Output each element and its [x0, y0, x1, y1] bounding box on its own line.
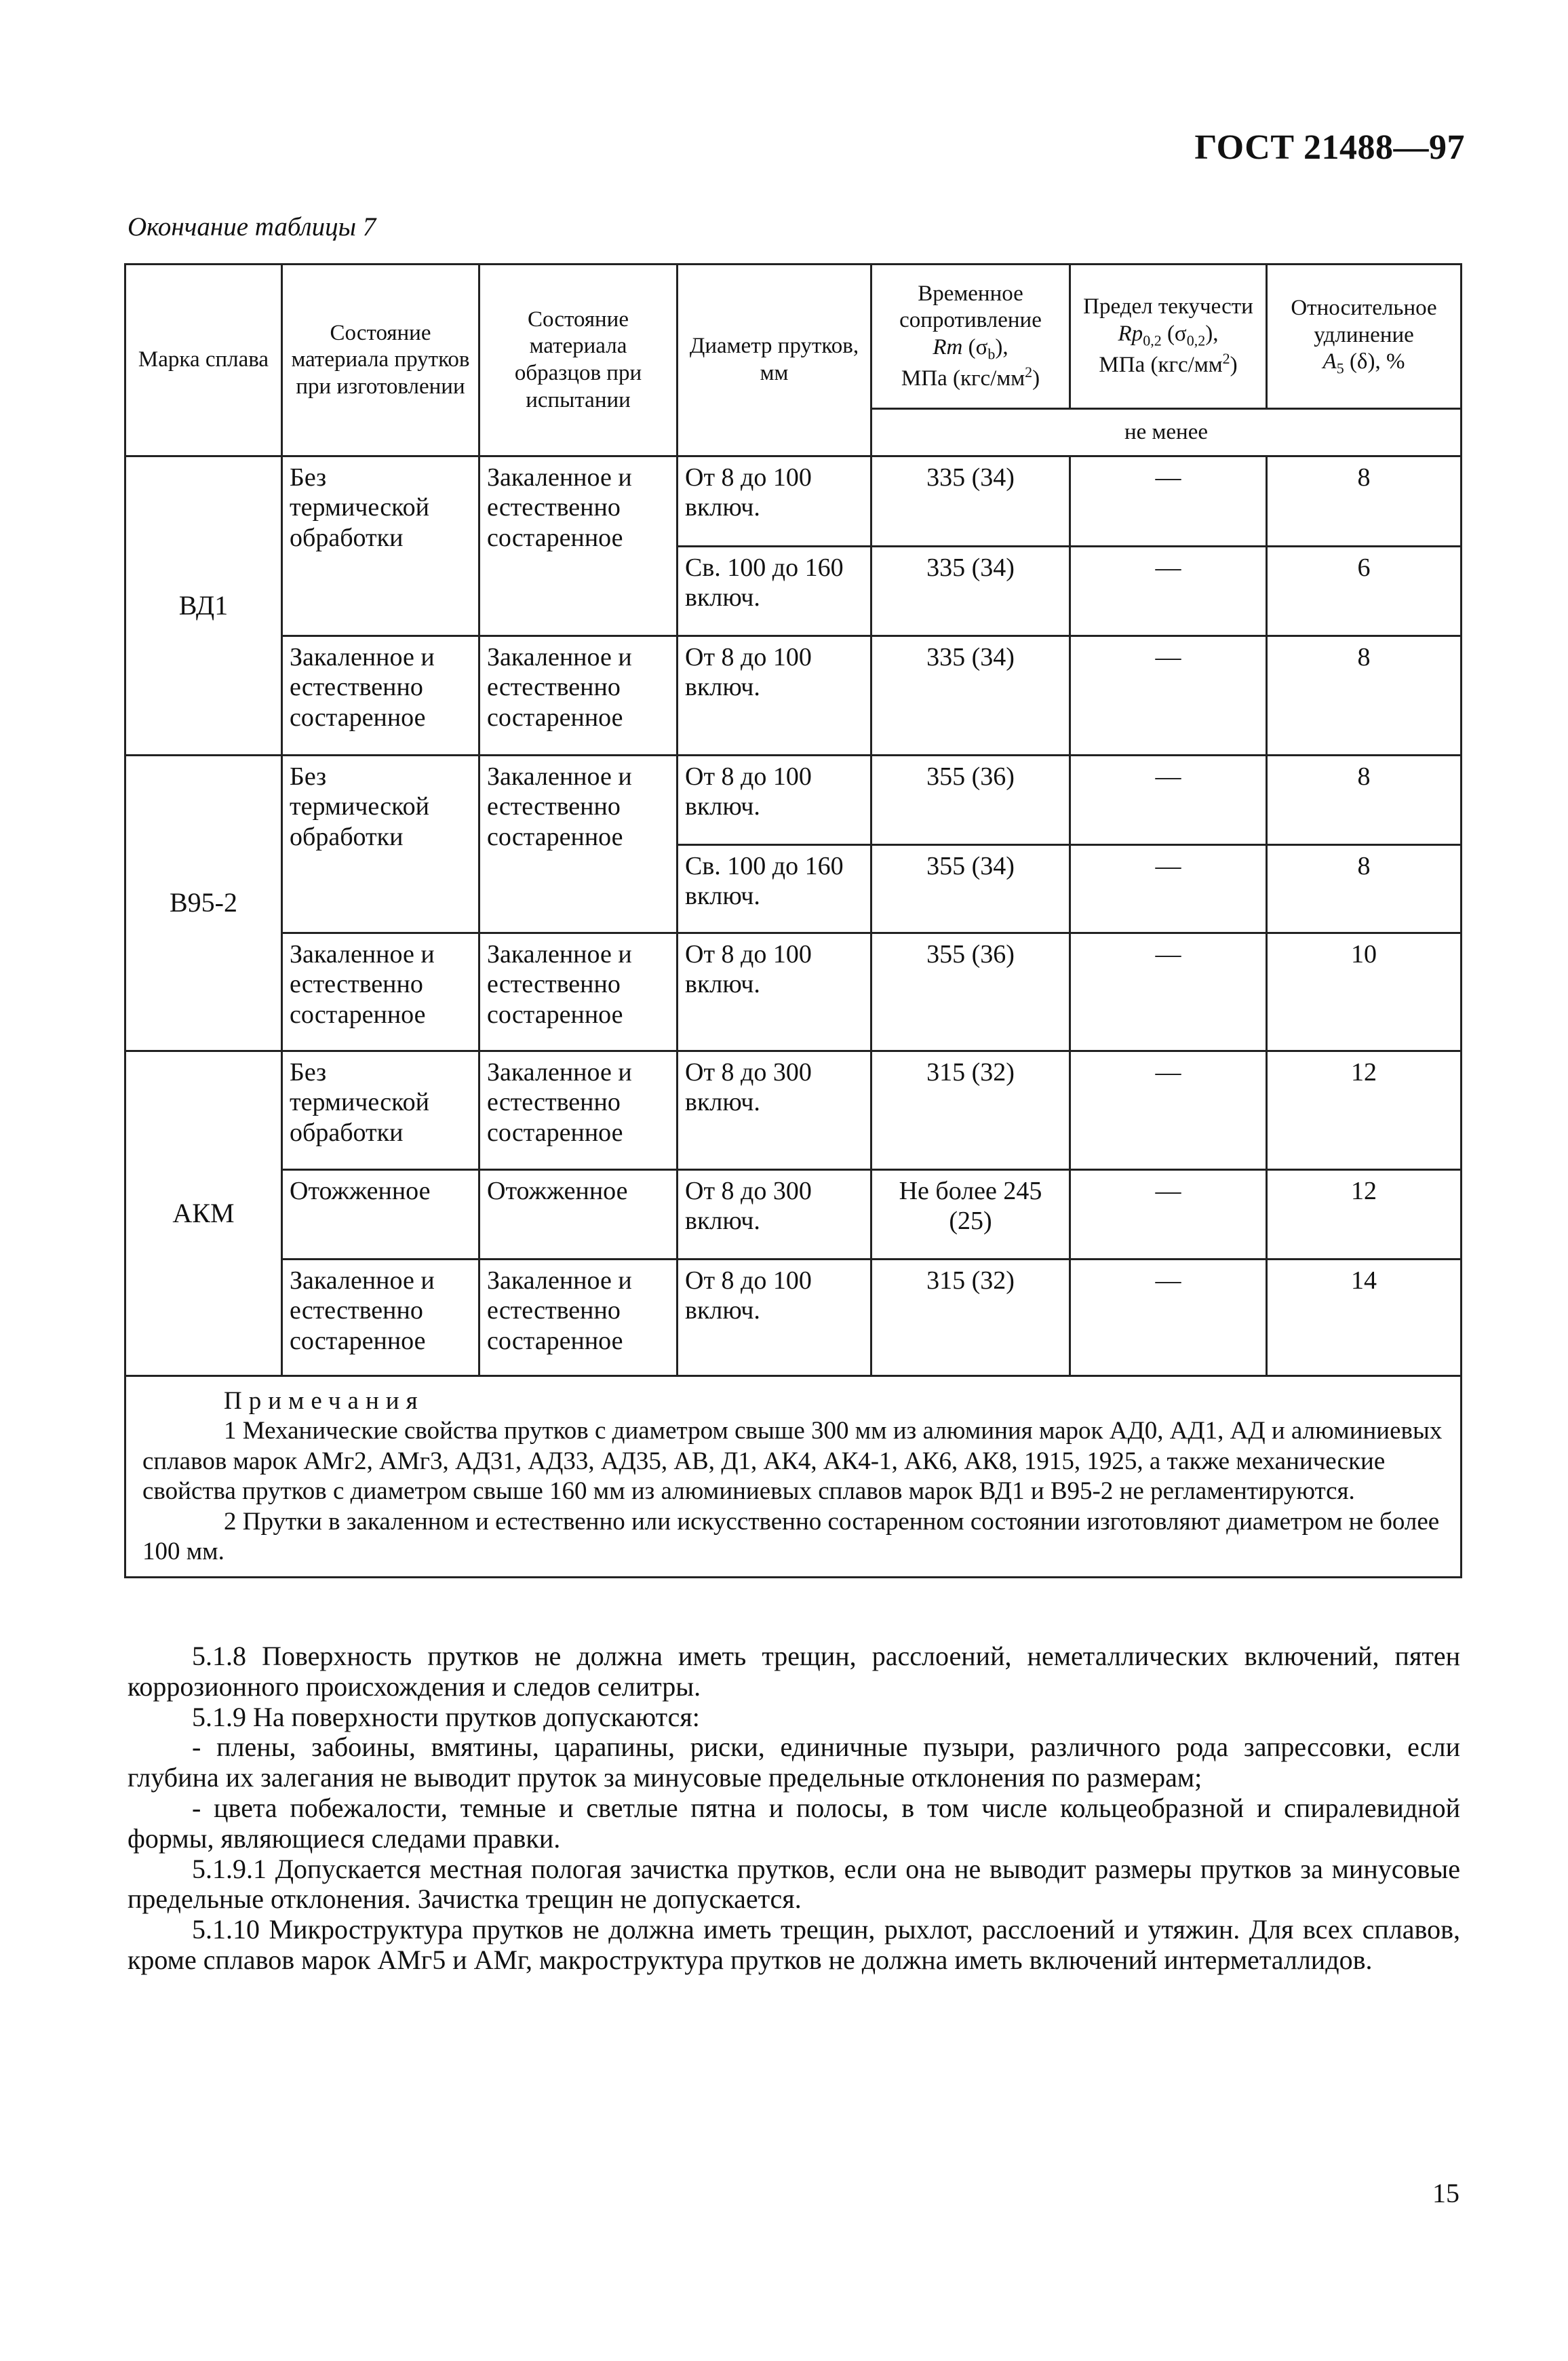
yield-strength-cell: —: [1070, 456, 1267, 547]
elongation-cell: 6: [1267, 547, 1462, 636]
table-row: [125, 1260, 1462, 1376]
table-row: [125, 1051, 1462, 1170]
grade-cell: В95-2: [125, 756, 282, 1051]
table-row: [125, 756, 1462, 845]
diameter-cell: От 8 до 100 включ.: [678, 933, 871, 1051]
yield-strength-cell: —: [1070, 756, 1267, 845]
header-diameter: Диаметр прутков, мм: [678, 265, 871, 456]
table-row: [125, 1170, 1462, 1260]
diameter-cell: От 8 до 300 включ.: [678, 1170, 871, 1260]
header-tensile-strength: Временное сопротивление Rm $(\sigma_b)$, МПа $(кгс/мм^2)$: [871, 265, 1070, 409]
yield-strength-cell: —: [1070, 1051, 1267, 1170]
state-manufacture-cell: Отожженное: [282, 1170, 479, 1260]
yield-strength-cell: —: [1070, 636, 1267, 756]
tensile-strength-cell: 315 (32): [871, 1051, 1070, 1170]
grade-cell: ВД1: [125, 456, 282, 756]
tensile-strength-cell: 355 (34): [871, 845, 1070, 933]
yield-strength-cell: —: [1070, 933, 1267, 1051]
state-manufacture-cell: Закаленное и естественно состаренное: [282, 933, 479, 1051]
header-elongation: Относительное удлинение $A_5$ (δ), %: [1267, 265, 1462, 409]
state-test-cell: Отожженное: [479, 1170, 678, 1260]
elongation-cell: 12: [1267, 1170, 1462, 1260]
tensile-strength-cell: 335 (34): [871, 636, 1070, 756]
state-manufacture-cell: Закаленное и естественно состаренное: [282, 1260, 479, 1376]
diameter-cell: Св. 100 до 160 включ.: [678, 547, 871, 636]
tensile-strength-cell: 355 (36): [871, 756, 1070, 845]
table-caption: Окончание таблицы 7: [128, 212, 376, 241]
elongation-cell: 8: [1267, 456, 1462, 547]
elongation-cell: 12: [1267, 1051, 1462, 1170]
diameter-cell: От 8 до 300 включ.: [678, 1051, 871, 1170]
state-test-cell: Закаленное и естественно состаренное: [479, 1260, 678, 1376]
elongation-cell: 8: [1267, 756, 1462, 845]
tensile-strength-cell: 335 (34): [871, 547, 1070, 636]
elongation-cell: 10: [1267, 933, 1462, 1051]
notes-row: [125, 1376, 1462, 1578]
yield-strength-cell: —: [1070, 1260, 1267, 1376]
state-test-cell: Закаленное и естественно состаренное: [479, 456, 678, 636]
document-code: ГОСТ 21488—97: [1194, 128, 1465, 167]
state-manufacture-cell: Без термической обработки: [282, 1051, 479, 1170]
paragraph-5-1-9: 5.1.9 На поверхности прутков допускаются:: [192, 1701, 700, 1732]
table-notes: [125, 1376, 1462, 1578]
state-test-cell: Закаленное и естественно состаренное: [479, 933, 678, 1051]
state-test-cell: Закаленное и естественно состаренное: [479, 636, 678, 756]
header-grade: Марка сплава: [125, 265, 282, 456]
diameter-cell: От 8 до 100 включ.: [678, 1260, 871, 1376]
diameter-cell: От 8 до 100 включ.: [678, 456, 871, 547]
table-row: [125, 636, 1462, 756]
header-state-manufacture: Состояние материала прутков при изготовлении: [282, 265, 479, 456]
note-2: 2 Прутки в закаленном и естественно или искусственно состаренном состоянии изготовляют диаметром не более 100 мм.: [142, 1507, 1440, 1565]
table-row: [125, 456, 1462, 547]
header-state-test: Состояние материала образцов при испытании: [479, 265, 678, 456]
properties-table: [124, 263, 1462, 1578]
state-test-cell: Закаленное и естественно состаренное: [479, 756, 678, 933]
page-number: 15: [1432, 2178, 1459, 2208]
state-test-cell: Закаленное и естественно состаренное: [479, 1051, 678, 1170]
notes-title: Примечания: [224, 1387, 425, 1415]
header-yield-strength: Предел текучести $Rp_{0,2}$ $(\sigma_{0,2})$, МПа $(кгс/мм^2)$: [1070, 265, 1267, 409]
paragraph-list-item-2: - цвета побежалости, темные и светлые пятна и полосы, в том числе кольцеобразной и спиралевидной формы, являющиеся следами правки.: [128, 1792, 1460, 1854]
diameter-cell: От 8 до 100 включ.: [678, 756, 871, 845]
state-manufacture-cell: Закаленное и естественно состаренное: [282, 636, 479, 756]
yield-strength-cell: —: [1070, 1170, 1267, 1260]
state-manufacture-cell: Без термической обработки: [282, 756, 479, 933]
elongation-cell: 14: [1267, 1260, 1462, 1376]
tensile-strength-cell: 355 (36): [871, 933, 1070, 1051]
body-text: [128, 1641, 1460, 1976]
tensile-strength-cell: 315 (32): [871, 1260, 1070, 1376]
note-1: 1 Механические свойства прутков с диаметром свыше 300 мм из алюминия марок АД0, АД1, АД и алюминиевых сплавов марок АМг2, АМг3, АД31, АД33, АД35, АВ, Д1, АК4, АК4-1, АК6, АК8, 1915, 1925, а также механические свойства прутков с диаметром свыше 160 мм из алюминиевых сплавов марок ВД1 и В95-2 не регламентируются.: [142, 1417, 1443, 1506]
paragraph-5-1-10: 5.1.10 Микроструктура прутков не должна иметь трещин, рыхлот, расслоений и утяжин. Для всех сплавов, кроме сплавов марок АМг5 и АМг, макроструктура прутков не должна иметь включений интерметаллидов.: [128, 1914, 1460, 1975]
tensile-strength-cell: Не более 245 (25): [871, 1170, 1070, 1260]
diameter-cell: Св. 100 до 160 включ.: [678, 845, 871, 933]
state-manufacture-cell: Без термической обработки: [282, 456, 479, 636]
paragraph-5-1-9-1: 5.1.9.1 Допускается местная пологая зачистка прутков, если она не выводит размеры прутков за минусовые предельные отклонения. Зачистка трещин не допускается.: [128, 1853, 1460, 1915]
elongation-cell: 8: [1267, 636, 1462, 756]
elongation-cell: 8: [1267, 845, 1462, 933]
grade-cell: АКМ: [125, 1051, 282, 1376]
yield-strength-cell: —: [1070, 547, 1267, 636]
tensile-strength-cell: 335 (34): [871, 456, 1070, 547]
paragraph-5-1-8: 5.1.8 Поверхность прутков не должна иметь трещин, расслоений, неметаллических включений, пятен коррозионного происхождения и следов селитры.: [128, 1641, 1460, 1702]
header-not-less: не менее: [871, 409, 1462, 456]
diameter-cell: От 8 до 100 включ.: [678, 636, 871, 756]
yield-strength-cell: —: [1070, 845, 1267, 933]
paragraph-list-item-1: - плены, забоины, вмятины, царапины, риски, единичные пузыри, различного рода запрессовки, если глубина их залегания не выводит пруток за минусовые предельные отклонения по размерам;: [128, 1732, 1460, 1793]
table-row: [125, 933, 1462, 1051]
